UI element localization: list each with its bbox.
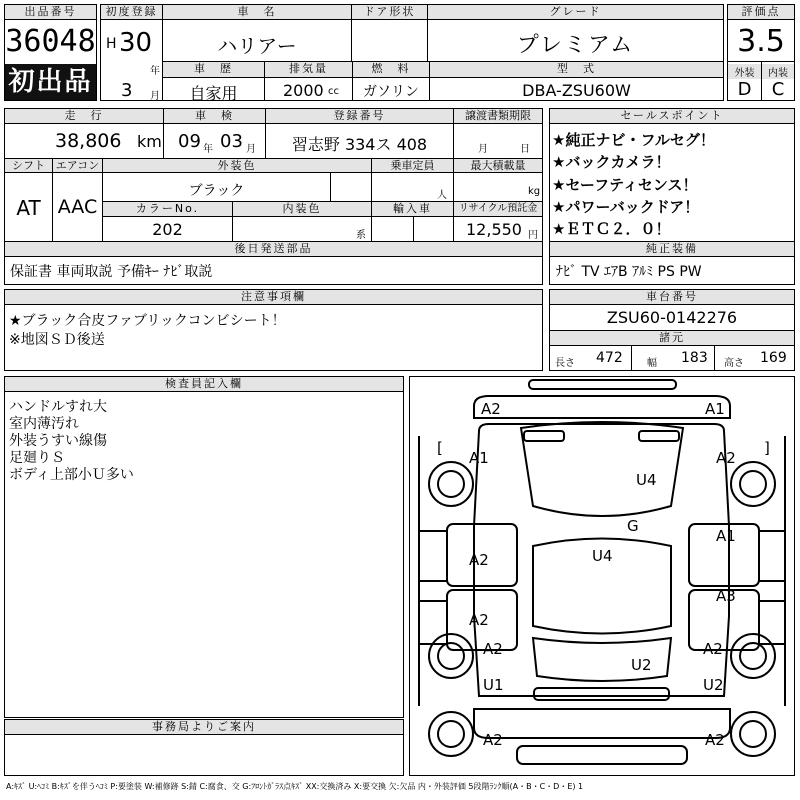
import-label: 輸入車 [372, 202, 453, 216]
ext-color-value: ブラック [188, 183, 245, 199]
height-value: 169 [760, 350, 787, 366]
inspector-line: ボディ上部小Ｕ多い [9, 467, 134, 483]
mark-rear-bumper-left: A2 [483, 731, 503, 749]
sales-point-item: ★パワーバックドア！ [552, 198, 700, 216]
mark-rear-left-lower: U1 [483, 676, 504, 694]
insp-year-unit: 年 [203, 144, 213, 155]
length-value: 472 [596, 350, 623, 366]
length-label: 長さ [555, 358, 575, 369]
later-parts-value: 保証書 車両取説 予備ｷｰ ﾅﾋﾞ取説 [10, 264, 213, 280]
mark-front-bumper-left: A2 [481, 400, 501, 418]
width-value: 183 [681, 350, 708, 366]
reg-year: 30 [119, 28, 153, 58]
inspector-line: 足廻りＳ [9, 450, 65, 466]
lot-number: 36048 [5, 24, 96, 59]
mark-trunk: U2 [631, 656, 652, 674]
note-line: ★ブラック合皮ファブリックコンビシート！ [9, 313, 286, 329]
recycle-value: 12,550 [466, 220, 522, 239]
history-value: 自家用 [189, 84, 238, 103]
mileage-label: 走 行 [5, 109, 163, 123]
car-diagram [409, 376, 795, 776]
mark-rear-fender-right: A2 [703, 640, 723, 658]
recycle-label: リサイクル預託金 [454, 202, 542, 216]
capacity-label: 乗車定員 [372, 159, 453, 172]
mark-rear-door-left: A2 [469, 611, 489, 629]
plate-value: 習志野 334ス 408 [291, 135, 428, 154]
first-reg-label: 初度登録 [101, 5, 162, 19]
mark-rear-door-right: A3 [716, 587, 736, 605]
int-color-unit: 系 [356, 230, 366, 241]
insp-month-unit: 月 [246, 144, 256, 155]
model-value: DBA-ZSU60W [522, 81, 631, 100]
inspector-line: 室内薄汚れ [9, 416, 79, 432]
color-no-value: 202 [152, 220, 183, 239]
note-line: ※地図ＳＤ後送 [9, 332, 105, 348]
mark-front-fender-right: A2 [716, 449, 736, 467]
mark-rear-bumper-right: A2 [705, 731, 725, 749]
sales-point-item: ★純正ナビ・フルセグ！ [552, 131, 715, 149]
fuel-value: ガソリン [363, 84, 419, 100]
ext-color-label: 外装色 [103, 159, 371, 172]
mileage-value: 38,806 [55, 130, 122, 152]
model-label: 型 式 [430, 62, 723, 77]
grade-value: プレミアム [516, 33, 635, 58]
footer-legend: A:ｷｽﾞ U:ﾍｺﾐ B:ｷｽﾞを伴うﾍｺﾐ P:要塗装 W:補修跡 S:錆 C:腐食、交 G:ﾌﾛﾝﾄｶﾞﾗｽ点ｷｽﾞ XX:交換済み X:要交換 欠:欠品 内・外装評価 5段階ﾗﾝｸ順(A・B・C・D・E) 1 [6, 782, 584, 791]
exterior-label: 外装 [728, 64, 761, 79]
mark-hood: U4 [636, 471, 657, 489]
year-unit: 年 [150, 66, 160, 77]
mark-front-door-right: A1 [716, 527, 736, 545]
first-sale-badge: 初出品 [5, 64, 96, 100]
interior-score: C [771, 79, 785, 100]
later-parts-label: 後日発送部品 [5, 242, 542, 256]
history-label: 車 歴 [163, 62, 264, 77]
grade-label: グレード [428, 5, 723, 19]
equipment-label: 純正装備 [550, 242, 794, 257]
mark-roof: U4 [592, 547, 613, 565]
sales-point-item: ★バックカメラ！ [552, 153, 671, 171]
score-label: 評価点 [728, 5, 794, 20]
lot-label: 出品番号 [5, 5, 96, 20]
office-label: 事務局よりご案内 [5, 720, 403, 735]
sales-point-item: ★ＥＴＣ２．０！ [552, 220, 671, 238]
reg-month: 3 [121, 80, 133, 101]
insp-month: 03 [220, 131, 243, 152]
inspector-line: 外装うすい線傷 [9, 433, 107, 449]
transfer-day-unit: 日 [520, 144, 530, 155]
inspector-line: ハンドルすれ大 [9, 399, 107, 415]
max-load-label: 最大積載量 [454, 159, 542, 172]
ac-label: エアコン [53, 159, 102, 172]
name-value: ハリアー [217, 34, 297, 58]
name-label: 車 名 [163, 5, 351, 19]
equipment-value: ﾅﾋﾞ TV ｴｱB ｱﾙﾐ PS PW [556, 264, 702, 280]
mark-bracket-left: [ [437, 439, 443, 457]
inspector-label: 検査員記入欄 [5, 377, 403, 392]
insp-year: 09 [178, 131, 201, 152]
score-value: 3.5 [737, 24, 785, 59]
capacity-unit: 人 [437, 190, 447, 201]
width-label: 幅 [647, 358, 657, 369]
max-load-unit: kg [528, 186, 541, 197]
ac-value: AAC [57, 196, 98, 218]
transfer-month-unit: 月 [478, 144, 488, 155]
notes-label: 注意事項欄 [5, 290, 542, 305]
month-unit: 月 [150, 91, 160, 102]
door-label: ドア形状 [352, 5, 427, 19]
mark-front-bumper-right: A1 [705, 400, 725, 418]
chassis-number: ZSU60-0142276 [606, 308, 738, 327]
mark-rear-fender-left: A2 [483, 640, 503, 658]
plate-label: 登録番号 [266, 109, 453, 123]
fuel-label: 燃 料 [353, 62, 429, 77]
exterior-score: D [737, 79, 752, 100]
mark-bracket-right: ] [764, 439, 770, 457]
sales-points-label: セールスポイント [550, 109, 794, 124]
transfer-label: 譲渡書類期限 [454, 109, 542, 123]
mark-front-door-left: A2 [469, 551, 489, 569]
displacement-unit: cc [328, 86, 339, 97]
recycle-unit: 円 [528, 230, 538, 241]
displacement-value: 2000 [283, 81, 324, 100]
shift-label: シフト [5, 159, 52, 172]
mark-windshield: G [627, 517, 639, 535]
sales-point-item: ★セーフティセンス！ [552, 176, 698, 194]
inspection-label: 車 検 [164, 109, 265, 123]
mark-front-fender-left: A1 [469, 449, 489, 467]
dims-label: 諸元 [550, 330, 794, 346]
displacement-label: 排気量 [265, 62, 352, 77]
shift-value: AT [16, 196, 41, 220]
height-label: 高さ [724, 358, 744, 369]
chassis-label: 車台番号 [550, 290, 794, 305]
era-prefix: H [106, 36, 117, 52]
mark-rear-right-lower: U2 [703, 676, 724, 694]
mileage-unit: km [137, 132, 162, 151]
int-color-label: 内装色 [233, 202, 371, 216]
color-no-label: カラーNo. [103, 202, 232, 216]
interior-label: 内装 [762, 64, 794, 79]
